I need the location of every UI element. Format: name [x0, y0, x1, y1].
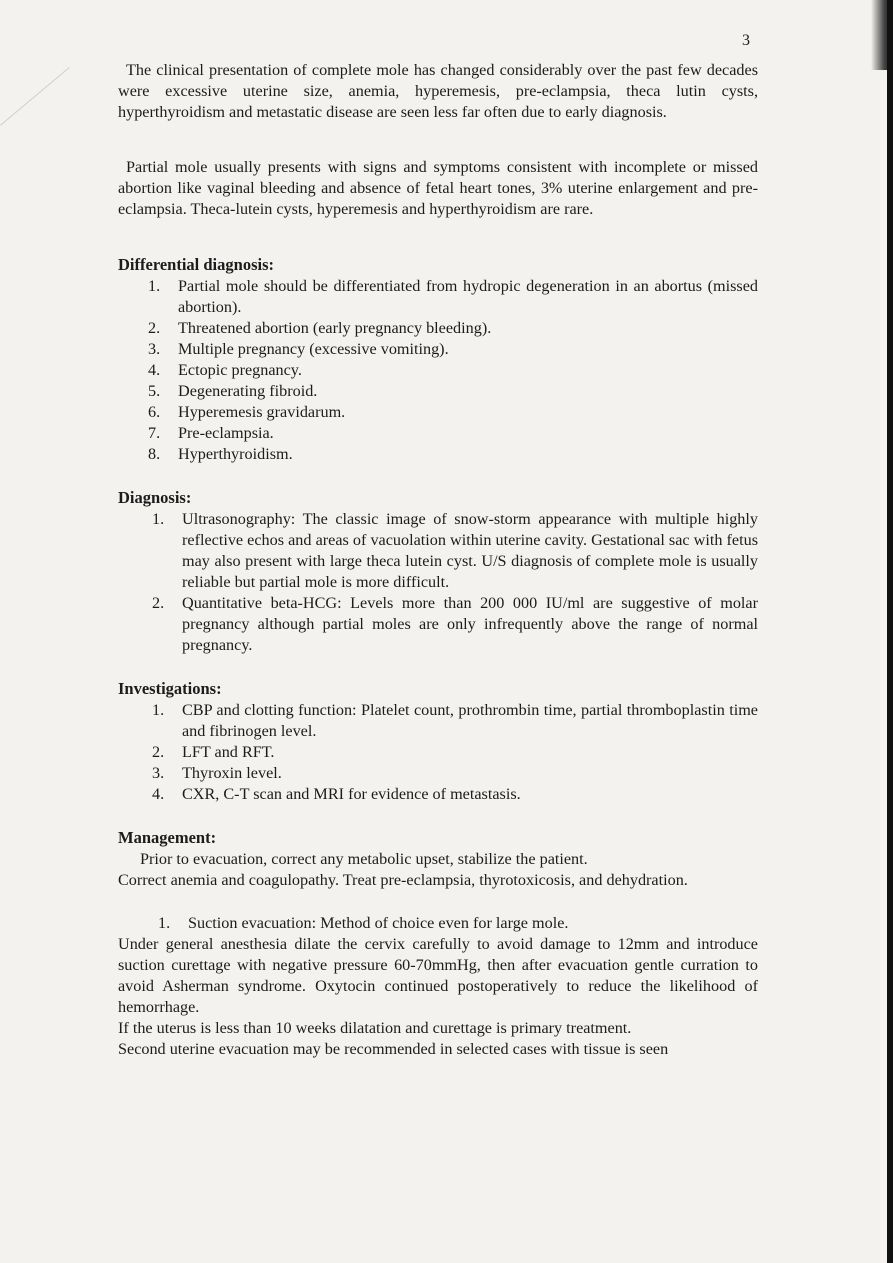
- differential-diagnosis-heading: Differential diagnosis:: [118, 255, 274, 274]
- list-item: 4. Ectopic pregnancy.: [148, 361, 302, 379]
- list-item: 1. CBP and clotting function: Platelet count, prothrombin time, partial thromboplastin time and fibrinogen level.: [152, 701, 758, 740]
- management-list: [118, 913, 758, 934]
- diagnosis-heading: Diagnosis:: [118, 488, 192, 507]
- differential-diagnosis-list: [118, 276, 758, 465]
- intro-paragraph-partial-mole: Partial mole usually presents with signs and symptoms consistent with incomplete or missed abortion like vaginal bleeding and absence of fetal heart tones, 3% uterine enlargement and pre-eclampsia. Theca-lutein cysts, hyperemesis and hyperthyroidism are rare.: [118, 158, 758, 218]
- list-item: 8. Hyperthyroidism.: [148, 445, 293, 463]
- management-dilatation-note: If the uterus is less than 10 weeks dilatation and curettage is primary treatment.: [118, 1019, 632, 1037]
- document-body: [118, 60, 758, 1060]
- management-second-evacuation: Second uterine evacuation may be recommended in selected cases with tissue is seen: [118, 1040, 669, 1058]
- diagnosis-list: [118, 509, 758, 656]
- list-item: 1. Ultrasonography: The classic image of snow-storm appearance with multiple highly reflective echos and areas of vacuolation within uterine cavity. Gestational sac with fetus may also present with large theca lutein cyst. U/S diagnosis of complete mole is usually reliable but partial mole is more difficult.: [152, 510, 758, 591]
- intro-paragraph-complete-mole: The clinical presentation of complete mole has changed considerably over the past few decades were excessive uterine size, anemia, hyperemesis, pre-eclampsia, theca lutin cysts, hyperthyroidism and metastatic disease are seen less far often due to early diagnosis.: [118, 61, 758, 121]
- list-item: 6. Hyperemesis gravidarum.: [148, 403, 346, 421]
- management-prior-evacuation: Prior to evacuation, correct any metabolic upset, stabilize the patient.: [140, 850, 588, 868]
- list-item: 1. Suction evacuation: Method of choice even for large mole.: [158, 914, 569, 932]
- page-number: 3: [742, 32, 750, 49]
- management-correct-anemia: Correct anemia and coagulopathy. Treat pre-eclampsia, thyrotoxicosis, and dehydration.: [118, 871, 688, 889]
- page-edge: [887, 0, 893, 1263]
- list-item: 5. Degenerating fibroid.: [148, 382, 318, 400]
- list-item: 2. Quantitative beta-HCG: Levels more than 200 000 IU/ml are suggestive of molar pregnancy although partial moles are only infrequently above the range of normal pregnancy.: [152, 594, 758, 654]
- investigations-list: [118, 700, 758, 805]
- list-item: 2. Threatened abortion (early pregnancy bleeding).: [148, 319, 492, 337]
- list-item: 3. Thyroxin level.: [152, 764, 282, 782]
- list-item: 3. Multiple pregnancy (excessive vomiting).: [148, 340, 449, 358]
- page-fold-mark: [0, 67, 70, 126]
- investigations-heading: Investigations:: [118, 679, 222, 698]
- list-item: 4. CXR, C-T scan and MRI for evidence of metastasis.: [152, 785, 521, 803]
- list-item: 2. LFT and RFT.: [152, 743, 275, 761]
- management-heading: Management:: [118, 828, 217, 847]
- list-item: 7. Pre-eclampsia.: [148, 424, 274, 442]
- list-item: 1. Partial mole should be differentiated from hydropic degeneration in an abortus (missed abortion).: [148, 277, 758, 316]
- management-suction-details: Under general anesthesia dilate the cervix carefully to avoid damage to 12mm and introduce suction curettage with negative pressure 60-70mmHg, then after evacuation gentle curration to avoid Asherman syndrome. Oxytocin continued postoperatively to reduce the likelihood of hemorrhage.: [118, 935, 758, 1016]
